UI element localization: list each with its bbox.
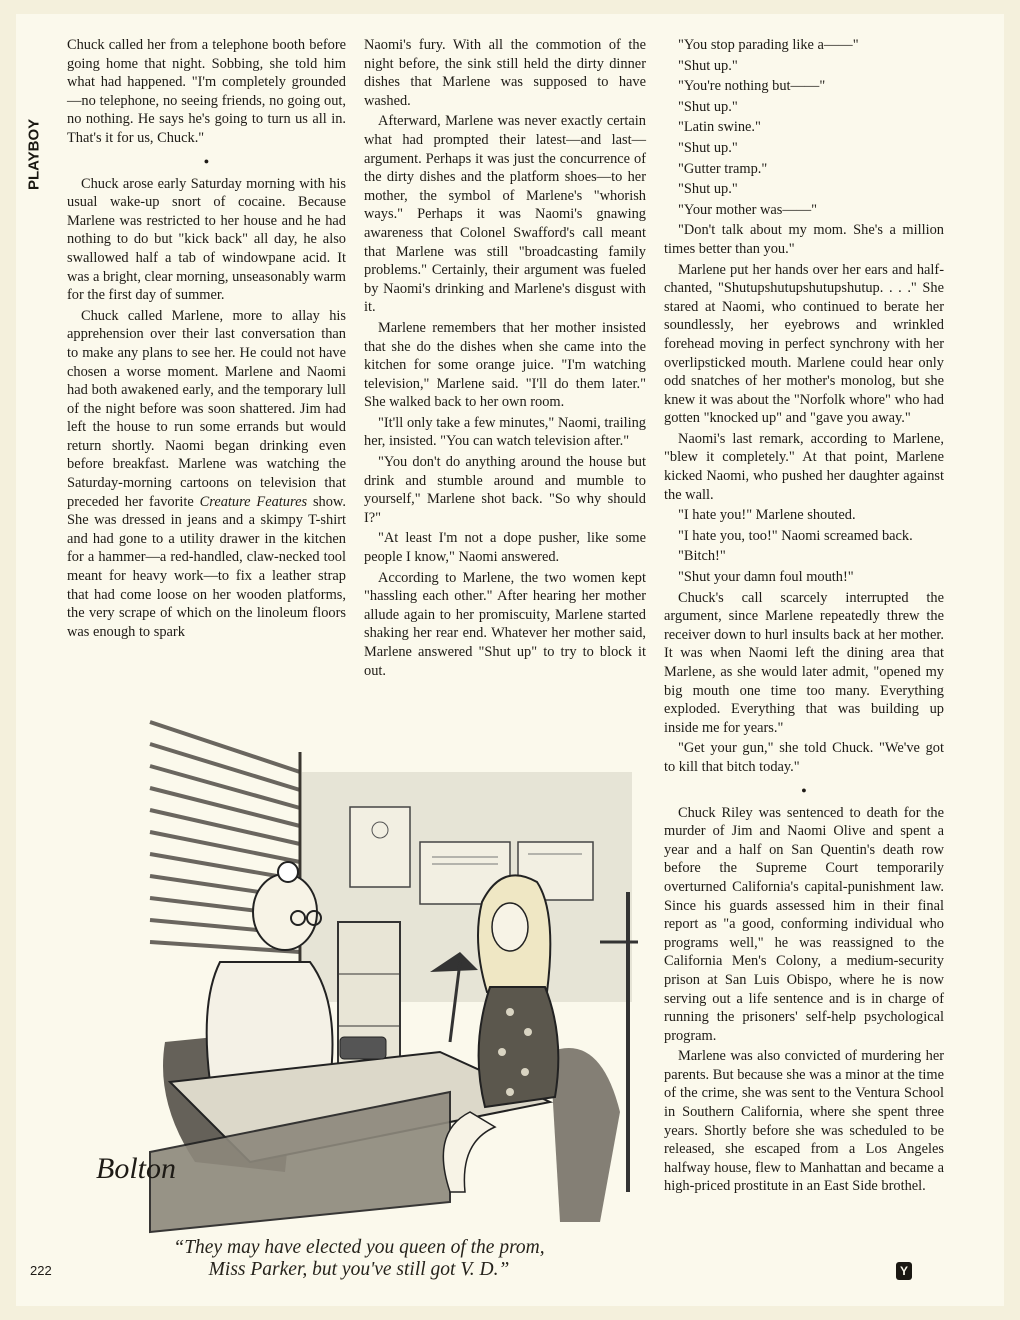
caption-line-1: “They may have elected you queen of the prom,	[173, 1237, 545, 1258]
end-of-article-mark-icon: Y	[896, 1262, 912, 1280]
page-number: 222	[30, 1263, 52, 1278]
paragraph-text: show. She was dressed in jeans and a skimpy T-shirt and had gone to a utility drawer in the kitchen for a hammer—a red-handled, claw-necked tool meant for heavy work—to fix a leather strap that had come loose on her wooden platforms, the very scrape of which on the linoleum floors was enough to spark	[67, 493, 346, 640]
cartoon-caption	[70, 1237, 648, 1281]
dialogue-line: "Shut your damn foul mouth!"	[678, 569, 854, 586]
cartoon-illustration	[70, 712, 648, 1234]
dialogue-line: "Shut up."	[678, 139, 738, 156]
paragraph: "It'll only take a few minutes," Naomi, trailing her, insisted. "You can watch television after."	[364, 414, 646, 450]
dialogue-line: "You're nothing but——"	[678, 78, 826, 95]
dialogue-line: "I hate you!" Marlene shouted.	[678, 507, 856, 524]
show-title-italic: Creature Features	[199, 493, 308, 510]
caption-line-2: Miss Parker, but you've still got V. D.”	[208, 1259, 510, 1280]
paragraph: Marlene put her hands over her ears and half-chanted, "Shutupshutupshutupshutup. . . ." She stared at Naomi, who continued to berate her soundlessly, her eyebrows and wrinkled forehead moving in perfect synchrony with her overlipsticked mouth. Marlene could hear only odd snatches of her mother's monolog, but she knew it was about the "Norfolk whore" who had gotten "knocked up" and "gave you away."	[664, 261, 944, 427]
dialogue-line: "I hate you, too!" Naomi screamed back.	[678, 527, 913, 544]
paragraph: "At least I'm not a dope pusher, like some people I know," Naomi answered.	[364, 530, 646, 566]
dialogue-line: "You stop parading like a——"	[678, 37, 859, 53]
paragraph: "Get your gun," she told Chuck. "We've got to kill that bitch today."	[664, 740, 944, 775]
dialogue-line: "Latin swine."	[678, 119, 761, 136]
dialogue-line: "Bitch!"	[678, 548, 726, 565]
paragraph: Naomi's last remark, according to Marlene, "blew it completely." At that point, Marlene kicked Naomi, who pushed her daughter against the wall.	[664, 430, 944, 503]
paragraph: Chuck arose early Saturday morning with his usual wake-up snort of cocaine. Because Marlene was restricted to her house and he had nothing to do but "kick back" all day, he also swallowed half a tab of windowpane acid. It was a bright, clear morning, unseasonably warm for the first day of summer.	[67, 175, 346, 304]
paragraph: Chuck called her from a telephone booth before going home that night. Sobbing, she told him what had happened. "I'm completely grounded—no telephone, no seeing friends, no going out, no nothing. He says he's going to turn us all in. That's it for us, Chuck."	[67, 37, 346, 146]
paragraph: Chuck's call scarcely interrupted the argument, since Marlene repeatedly threw the receiver down to hurl insults back at her mother. It was when Naomi left the dining area that Marlene, as she would later admit, "opened my big mouth one time too many. Everything exploded. Everything that was building up inside me for years."	[664, 589, 944, 736]
section-break-bullet	[67, 152, 346, 169]
dialogue-line: "Gutter tramp."	[678, 160, 768, 177]
dialogue-line: "Shut up."	[678, 98, 738, 115]
running-head-magazine-title: PLAYBOY	[25, 118, 43, 190]
paragraph: According to Marlene, the two women kept "hassling each other." After hearing her mother allude again to her promiscuity, Marlene started shaking her rear end. Whatever her mother said, Marlene answered "Shut up" to try to block it out.	[364, 569, 646, 679]
paragraph-text: Chuck called Marlene, more to allay his apprehension over their last conversation than to make any plans to see her. He could not have chosen a worse moment. Marlene and Naomi had both awakened early, and the temporary lull of the night before was soon shattered. Jim had left the house to run some errands but would return shortly. Naomi began drinking even before breakfast. Marlene was watching the Saturday-morning cartoons on television that preceded her favorite	[67, 307, 346, 510]
paragraph: Marlene was also convicted of murdering her parents. But because she was a minor at the time of the crime, she was sent to the Ventura School in Southern California, where she spent three years. Shortly before she was scheduled to be released, she escaped from a Los Angeles halfway house, flew to Manhattan and became a high-priced prostitute in an East Side brothel.	[664, 1048, 944, 1195]
paragraph: Naomi's fury. With all the commotion of the night before, the sink still held the dirty dinner dishes that Marlene was supposed to have washed.	[364, 37, 646, 109]
paragraph: Chuck Riley was sentenced to death for the murder of Jim and Naomi Olive and spent a year and a half on San Quentin's death row before the Supreme Court temporarily overturned California's capital-punishment law. Since his guards assessed him in their final report as "a good, conforming individual who programs well," he was reassigned to the California Men's Colony, a medium-security prison at San Luis Obispo, where he is now serving out a life sentence and is in charge of running the prisoners' self-help psychological program.	[664, 804, 944, 1044]
article-column-1	[67, 36, 346, 643]
section-break-bullet	[664, 781, 944, 798]
dialogue-line: "Your mother was——"	[678, 201, 818, 218]
paragraph: "You don't do anything around the house but drink and stumble around and mumble to yourself," Marlene shot back. "So why should I?"	[364, 454, 646, 526]
cartoonist-signature: Bolton	[96, 1152, 176, 1185]
paragraph: Afterward, Marlene was never exactly certain what had prompted their latest—and last—argument. Perhaps it was just the concurrence of the dirty dishes and the platform shoes—to her mother, the symbol of Marlene's "whorish ways." Perhaps it was Naomi's gnawing awareness that Colonel Swafford's call meant that Marlene was still "broadcasting family problems." Certainly, their argument was fueled by Naomi's drinking and Marlene's disgust with it.	[364, 113, 646, 316]
article-column-3	[664, 36, 944, 1198]
paragraph: "Don't talk about my mom. She's a million times better than you."	[664, 222, 944, 257]
paragraph	[67, 307, 346, 642]
paragraph: Marlene remembers that her mother insisted that she do the dishes when she came into the kitchen for some orange juice. "I'm watching television," Marlene said. "I'll do them later." She walked back to her own room.	[364, 319, 646, 411]
dialogue-line: "Shut up."	[678, 57, 738, 74]
dialogue-line: "Shut up."	[678, 181, 738, 198]
article-column-2	[364, 36, 646, 682]
